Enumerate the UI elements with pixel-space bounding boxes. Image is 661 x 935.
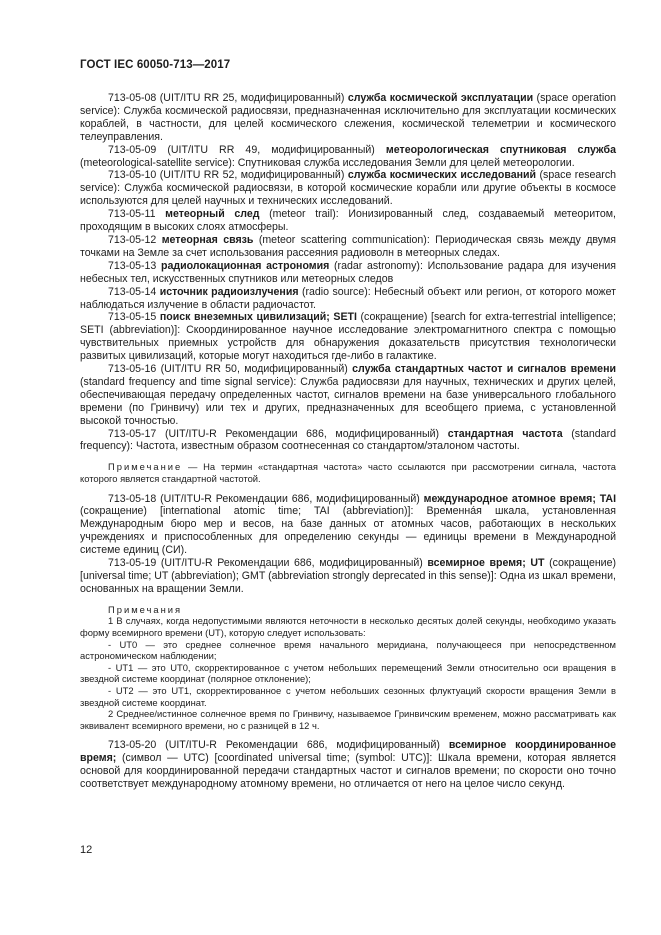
document-body [80, 92, 616, 791]
term: стандартная частота [447, 427, 563, 440]
note-2: 2 Среднее/истинное солнечное время по Гринвичу, называемое Гринвичским временем, можно рассматривать как эквивалент всемирного времени, но с разницей в 12 ч. [80, 708, 616, 731]
entry-713-05-19: 713-05-19 (UIT/ITU-R Рекомендации 686, модифицированный) всемирное время; UT (сокращение) [universal time; UT (abbreviation); GMT (abbreviation strongly deprecated in this sense)]: Одна из шкал времени, основанных на вращении Земли. [80, 557, 617, 595]
term: метеорная связь [161, 233, 254, 246]
note-label: Примечание [108, 461, 183, 473]
term: радиолокационная астрономия [161, 259, 330, 272]
term: служба космической эксплуатации [347, 92, 534, 104]
page-number: 12 [80, 844, 93, 856]
entry-713-05-20: 713-05-20 (UIT/ITU-R Рекомендации 686, модифицированный) всемирное координированное время; (символ — UTC) [coordinated universal time; (symbol: UTC)]: Шкала времени, которая является основой для координированной передачи стандартных частот и сигналов времени; по скорости оно точно соответствует международному атомному времени, но отличается от него на целое число секунд. [80, 739, 617, 791]
document-header: ГОСТ IEC 60050-713—2017 [80, 59, 231, 71]
term: служба стандартных частот и сигналов времени [352, 363, 616, 376]
note-ut1: - UT1 — это UT0, скорректированное с учетом небольших перемещений Земли относительно оси вращения в звездной системе координат (полярное отклонение); [80, 661, 616, 685]
term: поиск внеземных цивилизаций; SETI [159, 311, 357, 324]
entry-713-05-08: 713-05-08 (UIT/ITU RR 25, модифицированный) служба космической эксплуатации (space operation service): Служба космической радиосвязи, предназначенная исключительно для эксплуатации космических кораблей, в частности, для целей космического слежения, космической телеметрии и космического телеуправления. [80, 92, 617, 143]
note-713-05-17: Примечание — На термин «стандартная частота» часто ссылаются при рассмотрении сигнала, частота которого является стандартной частотой. [80, 461, 616, 484]
term: всемирное время; UT [427, 557, 545, 570]
entry-713-05-18: 713-05-18 (UIT/ITU-R Рекомендации 686, модифицированный) международное атомное время; TAI (сокращение) [international atomic time; TAI (abbreviation)]: Временнáя шкала, установленная Международным бюро мер и весов, на базе данных от атомных часов, работающих в нескольких учреждениях и приспособленных для определению секунды — единицы времени в Международной системе единиц (СИ). [80, 492, 617, 557]
term: международное атомное время; TAI [423, 492, 617, 505]
entry-713-05-11: 713-05-11 метеорный след (meteor trail): Ионизированный след, создаваемый метеоритом, проходящим в высоких слоях атмосферы. [80, 208, 616, 234]
term: метеорный след [165, 208, 260, 221]
entry-713-05-15: 713-05-15 поиск внеземных цивилизаций; SETI (сокращение) [search for extra-terrestrial intelligence; SETI (abbreviation)]: Скоординированное научное исследование электромагнитного спектра с помощью чувствительных приемных устройств для обнаружения доказательств присутствия технологически развитых цивилизаций, которые могут находиться где-либо в галактике. [80, 311, 616, 363]
entry-713-05-16: 713-05-16 (UIT/ITU RR 50, модифицированный) служба стандартных частот и сигналов времени (standard frequency and time signal service): Служба радиосвязи для научных, технических и других целей, обеспечивающая передачу определенных частот, сигналов времени на базе универсального глобального времени (по Гринвичу) или тех и других, предназначенных для всеобщего приема, с установленной высокой точностью. [80, 363, 616, 427]
term: служба космических исследований [347, 169, 537, 182]
entry-713-05-10: 713-05-10 (UIT/ITU RR 52, модифицированный) служба космических исследований (space research service): Служба космической радиосвязи, в которой космические корабли или другие объекты в космосе используются для целей научных и технических исследований. [80, 169, 617, 208]
entry-713-05-12: 713-05-12 метеорная связь (meteor scattering communication): Периодическая связь между двумя точками на Земле за счет использования рассеяния радиоволн в метеорных следах. [80, 233, 616, 259]
entry-713-05-17: 713-05-17 (UIT/ITU-R Рекомендации 686, модифицированный) стандартная частота (standard frequency): Частота, известным образом соотнесенная со стандартом/эталоном частоты. [80, 427, 616, 453]
term: всемирное координированное время; [80, 739, 617, 765]
entry-713-05-13: 713-05-13 радиолокационная астрономия (radar astronomy): Использование радара для изучения небесных тел, искусственных спутников или метеорных следов [80, 259, 616, 285]
note-ut0: - UT0 — это среднее солнечное время начального меридиана, получающееся при непосредственном астрономическом наблюдении; [80, 638, 616, 662]
note-ut2: - UT2 — это UT1, скорректированное с учетом небольших сезонных флуктуаций скорости вращения Земли в звездной системе координат. [80, 684, 616, 708]
notes-label: Примечания [108, 603, 183, 615]
note-1: 1 В случаях, когда недопустимыми являются неточности в несколько десятых долей секунды, необходимо указать форму всемирного времени (UT), которую следует использовать: [80, 615, 616, 638]
notes-713-05-19 [80, 604, 616, 732]
entry-713-05-09: 713-05-09 (UIT/ITU RR 49, модифицированный) метеорологическая спутниковая служба (meteorological-satellite service): Спутниковая служба исследования Земли для целей метеорологии. [80, 143, 616, 169]
term: метеорологическая спутниковая служба [385, 143, 616, 156]
entry-713-05-14: 713-05-14 источник радиоизлучения (radio source): Небесный объект или регион, от которого может наблюдаться излучение в области радиочастот. [80, 285, 617, 311]
term: источник радиоизлучения [159, 285, 299, 298]
